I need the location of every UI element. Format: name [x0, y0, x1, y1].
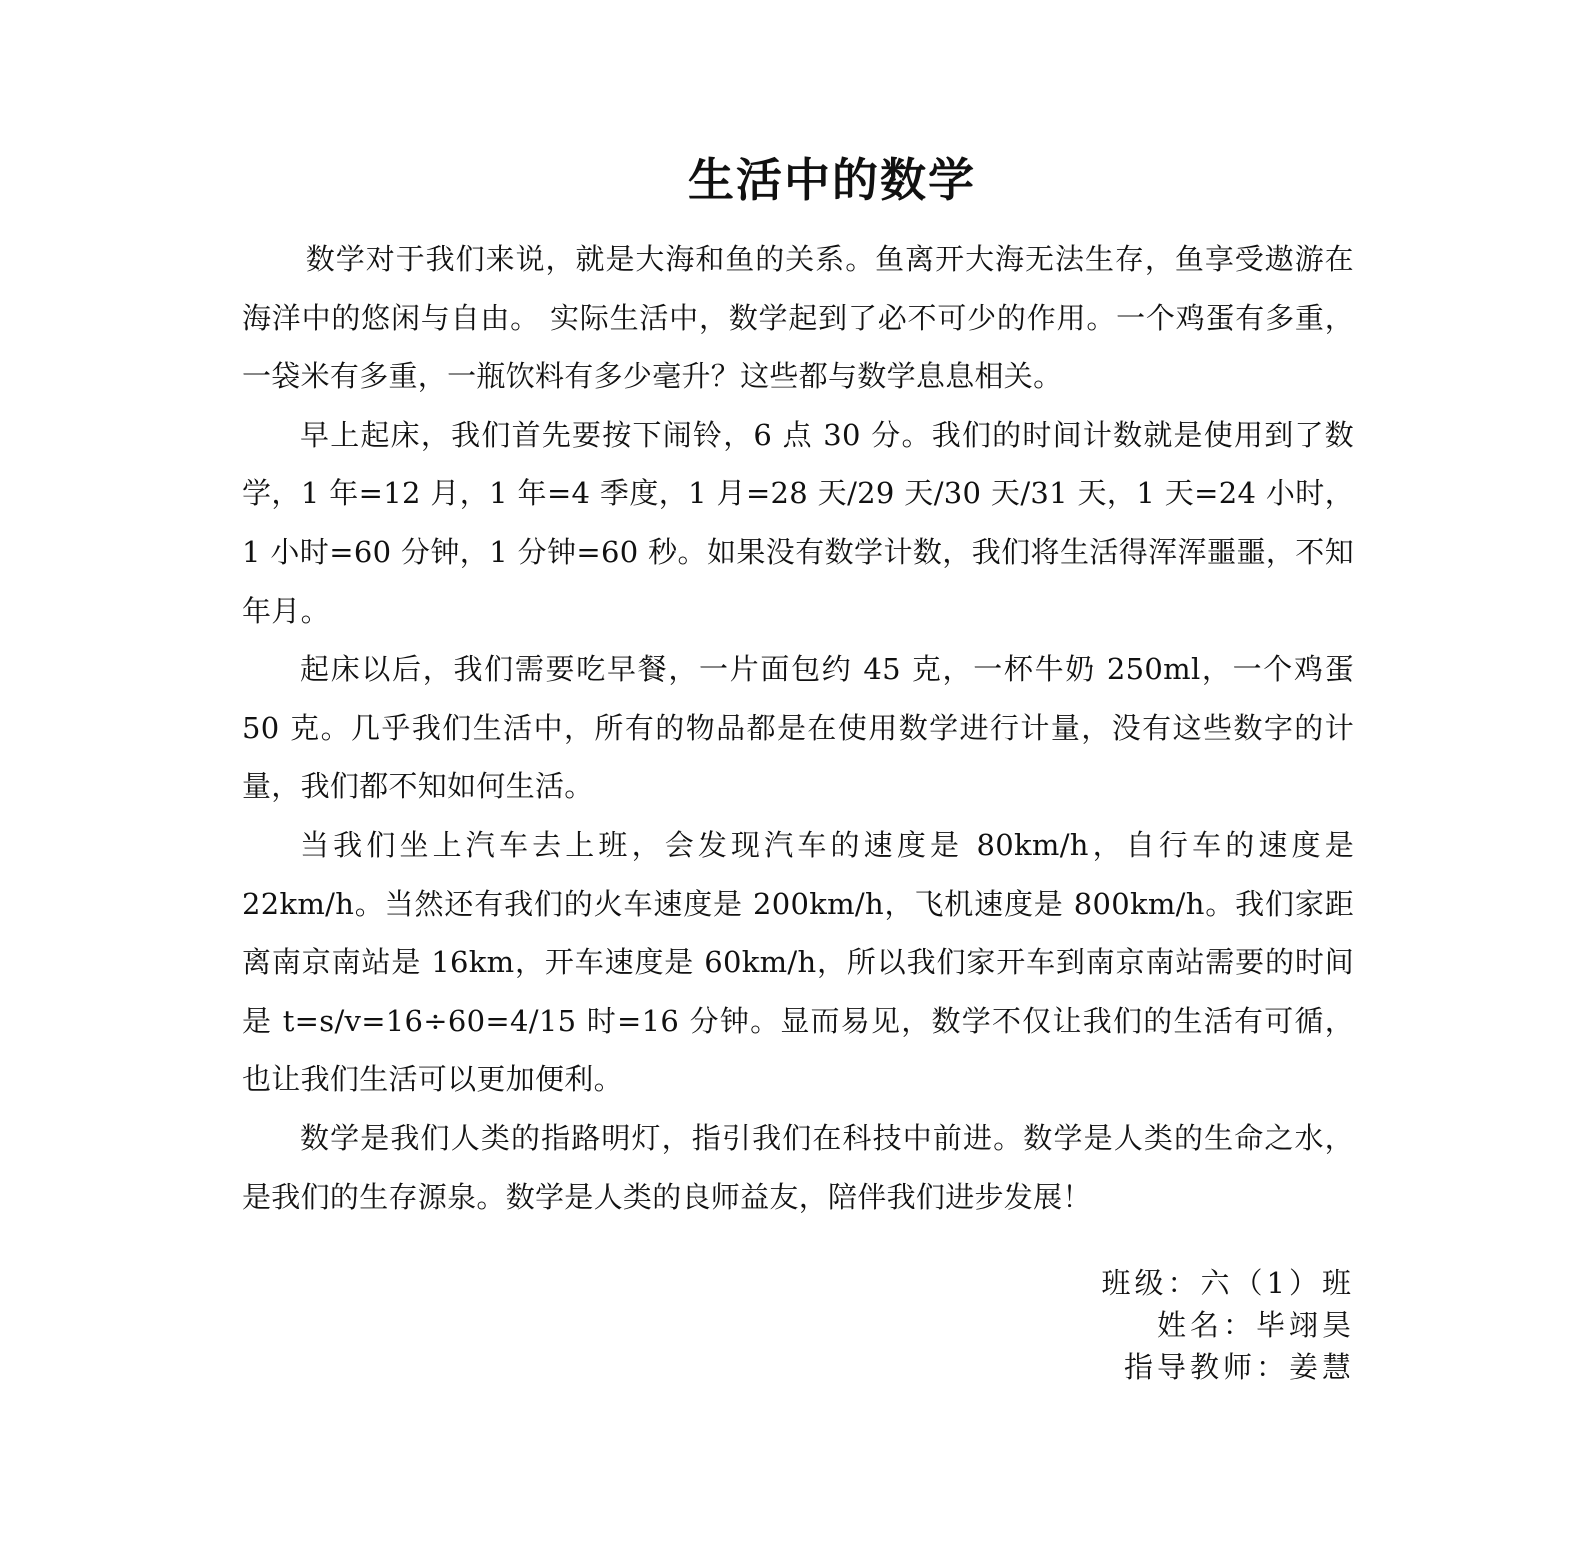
signature-block [1102, 1262, 1355, 1388]
teacher-name: 指导教师：姜慧 [1123, 1350, 1355, 1384]
student-name: 姓名：毕翊昊 [1156, 1308, 1355, 1342]
document-title: 生活中的数学 [688, 153, 976, 207]
paragraph-speed: 当我们坐上汽车去上班，会发现汽车的速度是 80km/h，自行车的速度是 22km/h。当然还有我们的火车速度是 200km/h，飞机速度是 800km/h。我们家距离南京南站是 16km，开车速度是 60km/h，所以我们家开车到南京南站需要的时间是 t=s/v=16÷60=4/15 时=16 分钟。显而易见，数学不仅让我们的生活有可循，也让我们生活可以更加便利。 [242, 827, 1354, 1097]
class-info: 班级：六（1）班 [1101, 1266, 1355, 1300]
document-body [242, 230, 1354, 1226]
paragraph-conclusion: 数学是我们人类的指路明灯，指引我们在科技中前进。数学是人类的生命之水，是我们的生存源泉。数学是人类的良师益友，陪伴我们进步发展！ [242, 1120, 1354, 1214]
paragraph-intro: 数学对于我们来说，就是大海和鱼的关系。鱼离开大海无法生存，鱼享受遨游在海洋中的悠闲与自由。 实际生活中，数学起到了必不可少的作用。一个鸡蛋有多重，一袋米有多重，一瓶饮料有多少毫升？这些都与数学息息相关。 [242, 242, 1354, 394]
paragraph-breakfast: 起床以后，我们需要吃早餐，一片面包约 45 克，一杯牛奶 250ml，一个鸡蛋 50 克。几乎我们生活中，所有的物品都是在使用数学进行计量，没有这些数字的计量，我们都不知如何生活。 [242, 652, 1354, 804]
paragraph-time: 早上起床，我们首先要按下闹铃，6 点 30 分。我们的时间计数就是使用到了数学，1 年=12 月，1 年=4 季度，1 月=28 天/29 天/30 天/31 天，1 天=24 小时，1 小时=60 分钟，1 分钟=60 秒。如果没有数学计数，我们将生活得浑浑噩噩，不知年月。 [242, 417, 1354, 628]
